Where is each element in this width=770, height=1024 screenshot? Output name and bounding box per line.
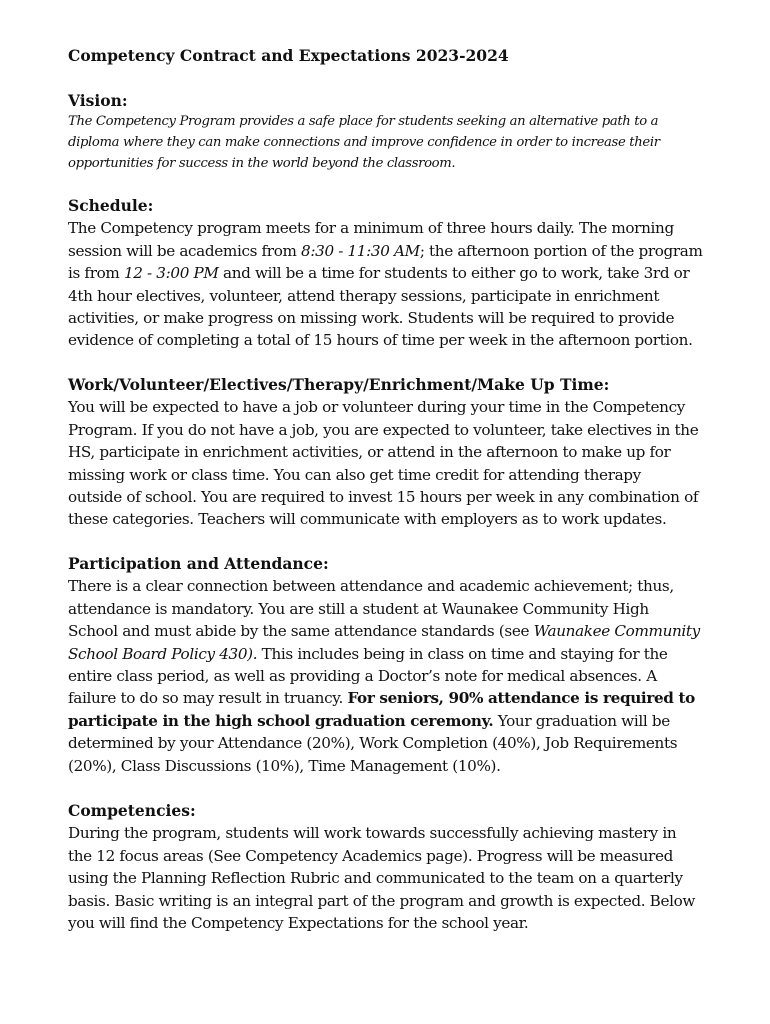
vision-section	[68, 90, 708, 174]
schedule-text-fragment: and will be a time for students to either go to work, take 3rd or	[218, 264, 690, 283]
work-heading: Work/Volunteer/Electives/Therapy/Enrichment/Make Up Time:	[68, 375, 610, 394]
schedule-text-fragment: ; the afternoon portion of the program	[419, 241, 703, 260]
attendance-line	[68, 620, 708, 642]
vision-text	[68, 112, 708, 174]
schedule-line: The Competency program meets for a minimum of three hours daily. The morning	[68, 219, 674, 238]
attendance-line	[68, 687, 708, 709]
competencies-line: basis. Basic writing is an integral part of the program and growth is expected. Below	[68, 891, 696, 910]
competencies-line: the 12 focus areas (See Competency Academics page). Progress will be measured	[68, 846, 673, 865]
competencies-line: you will find the Competency Expectations for the school year.	[68, 914, 529, 933]
attendance-line: attendance is mandatory. You are still a student at Waunakee Community High	[68, 599, 649, 618]
work-section	[68, 374, 708, 531]
attendance-line: (20%), Class Discussions (10%), Time Management (10%).	[68, 756, 501, 775]
schedule-heading: Schedule:	[68, 196, 154, 215]
attendance-text-fragment: School and must abide by the same attendance standards (see	[68, 622, 534, 641]
morning-session-time: 8:30 - 11:30 AM	[301, 241, 420, 260]
work-line: You will be expected to have a job or volunteer during your time in the Competency	[68, 398, 685, 417]
attendance-text-fragment: Your graduation will be	[493, 711, 670, 730]
attendance-line: determined by your Attendance (20%), Work Completion (40%), Job Requirements	[68, 734, 678, 753]
afternoon-session-time: 12 - 3:00 PM	[123, 264, 219, 283]
attendance-section	[68, 553, 708, 777]
policy-reference: Waunakee Community	[533, 622, 700, 641]
attendance-line	[68, 710, 708, 732]
work-line: missing work or class time. You can also get time credit for attending therapy	[68, 465, 641, 484]
attendance-line: There is a clear connection between attendance and academic achievement; thus,	[68, 577, 674, 596]
attendance-line: entire class period, as well as providing a Doctor’s note for medical absences. A	[68, 667, 657, 686]
schedule-text-fragment: is from	[68, 264, 124, 283]
competencies-heading: Competencies:	[68, 801, 196, 820]
schedule-line: activities, or make progress on missing work. Students will be required to provide	[68, 309, 675, 328]
work-line: outside of school. You are required to invest 15 hours per week in any combination of	[68, 488, 699, 507]
work-line: Program. If you do not have a job, you are expected to volunteer, take electives in the	[68, 420, 699, 439]
attendance-text	[68, 575, 708, 777]
work-line: HS, participate in enrichment activities, or attend in the afternoon to make up for	[68, 443, 671, 462]
work-text	[68, 396, 708, 530]
policy-reference: School Board Policy 430).	[68, 644, 258, 663]
competencies-line: using the Planning Reflection Rubric and communicated to the team on a quarterly	[68, 869, 683, 888]
schedule-line	[68, 240, 708, 262]
document-title: Competency Contract and Expectations 2023-2024	[68, 46, 509, 65]
attendance-text-fragment: This includes being in class on time and staying for the	[257, 644, 668, 663]
schedule-text-fragment: session will be academics from	[68, 241, 302, 260]
schedule-line: 4th hour electives, volunteer, attend therapy sessions, participate in enrichment	[68, 286, 660, 305]
work-line: these categories. Teachers will communicate with employers as to work updates.	[68, 510, 667, 529]
vision-line: diploma where they can make connections and improve confidence in order to increase their	[68, 135, 660, 150]
competencies-section	[68, 800, 708, 934]
competencies-text	[68, 822, 708, 934]
schedule-text	[68, 217, 708, 351]
attendance-heading: Participation and Attendance:	[68, 554, 329, 573]
vision-line: The Competency Program provides a safe place for students seeking an alternative path to a	[68, 114, 659, 130]
senior-attendance-requirement: For seniors, 90% attendance is required to	[347, 689, 695, 708]
attendance-line	[68, 643, 708, 665]
competencies-line: During the program, students will work towards successfully achieving mastery in	[68, 824, 677, 843]
schedule-line: evidence of completing a total of 15 hours of time per week in the afternoon portion.	[68, 331, 693, 350]
attendance-text-fragment: failure to do so may result in truancy.	[68, 689, 348, 708]
schedule-line	[68, 262, 708, 284]
schedule-section	[68, 195, 708, 352]
vision-line: opportunities for success in the world beyond the classroom.	[68, 155, 456, 171]
senior-attendance-requirement: participate in the high school graduation ceremony.	[68, 711, 494, 730]
vision-heading: Vision:	[68, 91, 128, 110]
